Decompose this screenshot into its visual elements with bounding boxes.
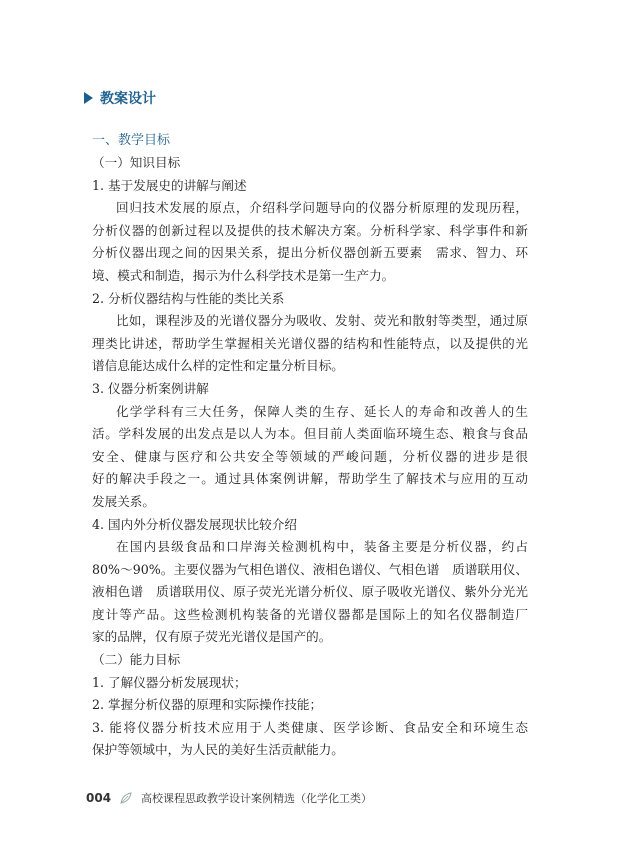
paragraph-line: 境、模式和制造，揭示为什么科学技术是第一生产力。	[92, 267, 395, 283]
list-item: 1. 了解仪器分析发展现状；	[92, 674, 247, 690]
page-footer	[86, 787, 372, 809]
item-title: 3. 仪器分析案例讲解	[92, 380, 209, 396]
subheading-knowledge: （一）知识目标	[92, 155, 181, 170]
paragraph-line: 分析仪器出现之间的因果关系，提出分析仪器创新五要素 需求、智力、环	[92, 245, 528, 261]
paragraph-line: 安全、健康与医疗和公共安全等领域的严峻问题，分析仪器的进步是很	[92, 448, 528, 464]
paragraph-line: 分析仪器的创新过程以及提供的技术解决方案。分析科学家、科学事件和新	[92, 222, 528, 238]
item-title: 4. 国内外分析仪器发展现状比较介绍	[92, 516, 297, 532]
section-header	[84, 88, 156, 108]
paragraph-line: 好的解决手段之一。通过具体案例讲解，帮助学生了解技术与应用的互动	[92, 471, 528, 487]
triangle-icon	[84, 92, 93, 104]
paragraph-line: 理类比讲述，帮助学生掌握相关光谱仪器的结构和性能特点，以及提供的光	[92, 335, 528, 351]
list-item: 2. 掌握分析仪器的原理和实际操作技能；	[92, 697, 323, 713]
paragraph-line: 在国内县级食品和口岸海关检测机构中，装备主要是分析仪器，约占	[116, 539, 528, 555]
list-item: 保护等领域中，为人民的美好生活贡献能力。	[92, 742, 344, 758]
book-title: 高校课程思政教学设计案例精选（化学化工类）	[141, 792, 373, 805]
paragraph-line: 活。学科发展的出发点是以人为本。但目前人类面临环境生态、粮食与食品	[92, 426, 528, 442]
section-title: 教案设计	[100, 91, 156, 107]
item-title: 2. 分析仪器结构与性能的类比关系	[92, 290, 285, 306]
item-title: 1. 基于发展史的讲解与阐述	[92, 177, 247, 193]
page-number: 004	[86, 791, 112, 805]
content-body	[92, 130, 528, 762]
paragraph-line: 80%～90%。主要仪器为气相色谱仪、液相色谱仪、气相色谱 质谱联用仪、	[92, 561, 528, 577]
paragraph-line: 发展关系。	[92, 493, 155, 509]
heading-teaching-objectives: 一、教学目标	[92, 133, 171, 148]
paragraph-line: 家的品牌，仅有原子荧光光谱仪是国产的。	[92, 629, 332, 645]
subheading-ability: （二）能力目标	[92, 652, 181, 668]
paragraph-line: 谱信息能达成什么样的定性和定量分析目标。	[92, 358, 344, 374]
paragraph-line: 回归技术发展的原点，介绍科学问题导向的仪器分析原理的发现历程，	[116, 200, 528, 216]
paragraph-line: 度计等产品。这些检测机构装备的光谱仪器都是国际上的知名仪器制造厂	[92, 606, 528, 622]
list-item: 3. 能将仪器分析技术应用于人类健康、医学诊断、食品安全和环境生态	[92, 719, 528, 735]
paragraph-line: 化学学科有三大任务，保障人类的生存、延长人的寿命和改善人的生	[116, 403, 528, 419]
leaf-decoration-icon	[119, 791, 133, 805]
paragraph-line: 液相色谱 质谱联用仪、原子荧光光谱分析仪、原子吸收光谱仪、紫外分光光	[92, 584, 528, 600]
paragraph-line: 比如，课程涉及的光谱仪器分为吸收、发射、荧光和散射等类型，通过原	[116, 313, 528, 329]
